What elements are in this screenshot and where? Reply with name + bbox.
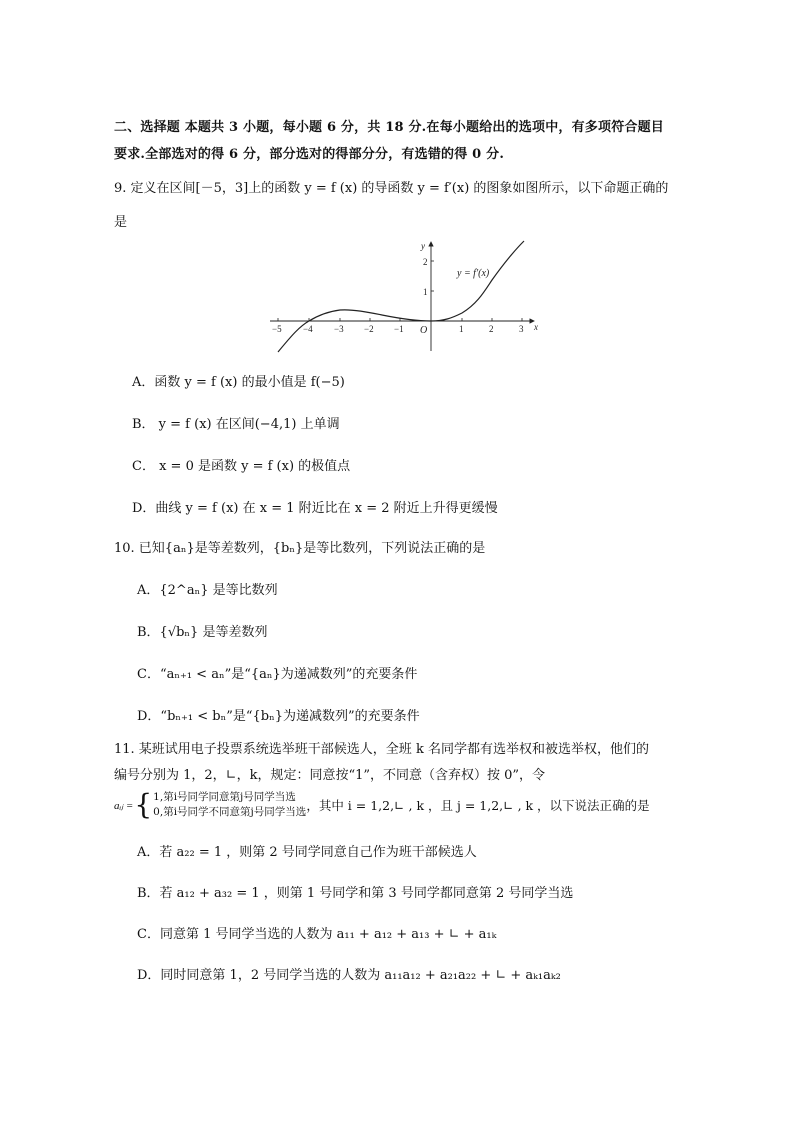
derivative-curve [278,241,524,352]
q11-option-d: D．同时同意第 1，2 号同学当选的人数为 a₁₁a₁₂ + a₂₁a₂₂ + ∟ + aₖ₁aₖ₂ [137,968,561,983]
q11-option-a: A．若 a₂₂ = 1 ，则第 2 号同学同意自己作为班干部候选人 [137,845,477,860]
q9-option-b: B． y = f (x) 在区间(−4,1) 上单调 [132,417,340,432]
x-tick-label: −2 [364,324,374,334]
q10-option-d: D．“bₙ₊₁ < bₙ”是“{bₙ}为递减数列”的充要条件 [137,709,420,724]
q11-option-c: C．同意第 1 号同学当选的人数为 a₁₁ + a₁₂ + a₁₃ + ∟ + a₁ₖ [137,927,497,942]
brace-glyph: { [134,788,153,821]
x-tick-label: −1 [394,324,404,334]
q10-stem: 10. 已知{aₙ}是等差数列，{bₙ}是等比数列，下列说法正确的是 [114,541,486,556]
aij-label: aᵢⱼ = [114,799,134,812]
q11-stem-line1: 11. 某班试用电子投票系统选举班干部候选人，全班 k 名同学都有选举权和被选举权，他们的 [114,742,649,757]
q10-option-c: C．“aₙ₊₁ < aₙ”是“{aₙ}为递减数列”的充要条件 [137,667,418,682]
x-axis-label: x [534,322,538,332]
q10-option-a: A．{2^aₙ} 是等比数列 [137,583,278,598]
q9-option-a: A．函数 y = f (x) 的最小值是 f(−5) [132,375,345,390]
case-1: 1,第i号同学同意第j号同学当选 [153,791,296,803]
section-header-line1: 二、选择题 本题共 3 小题，每小题 6 分，共 18 分.在每小题给出的选项中，有多项符合题目 [114,120,664,135]
q9-stem-line1: 9. 定义在区间[－5，3]上的函数 y = f (x) 的导函数 y = f′(x) 的图象如图所示，以下命题正确的 [114,181,669,196]
q11-after-cases: ，其中 i = 1,2,∟ , k ，且 j = 1,2,∟ , k ，以下说法正确的是 [306,798,650,813]
x-tick-label: −4 [303,324,313,334]
q11-option-b: B．若 a₁₂ + a₃₂ = 1 ，则第 1 号同学和第 3 号同学都同意第 2 号同学当选 [137,886,574,901]
curve-label: y = f′(x) [457,268,490,279]
q9-option-c: C． x = 0 是函数 y = f (x) 的极值点 [132,459,351,474]
case-2: 0,第i号同学不同意第j号同学当选 [153,806,307,818]
section-header-line2: 要求.全部选对的得 6 分，部分选对的得部分分，有选错的得 0 分. [114,147,505,162]
y-axis-label: y [421,241,425,251]
q9-option-d: D．曲线 y = f (x) 在 x = 1 附近比在 x = 2 附近上升得更缓慢 [132,501,498,516]
cases-block [153,790,306,820]
derivative-graph [262,236,548,356]
x-tick-label: 3 [519,324,524,334]
y-tick-label: 2 [423,257,428,267]
x-tick-label: −3 [334,324,344,334]
q11-definition [114,788,650,822]
q10-option-b: B．{√bₙ} 是等差数列 [137,625,268,640]
q9-stem-line2: 是 [114,215,128,230]
x-tick-label: 1 [459,324,464,334]
origin-label: O [420,325,428,336]
q11-stem-line2: 编号分别为 1，2，∟，k，规定：同意按“1”，不同意（含弃权）按 0”，令 [114,768,546,783]
x-tick-label: −5 [272,324,282,334]
y-tick-label: 1 [423,287,428,297]
x-tick-label: 2 [489,324,494,334]
